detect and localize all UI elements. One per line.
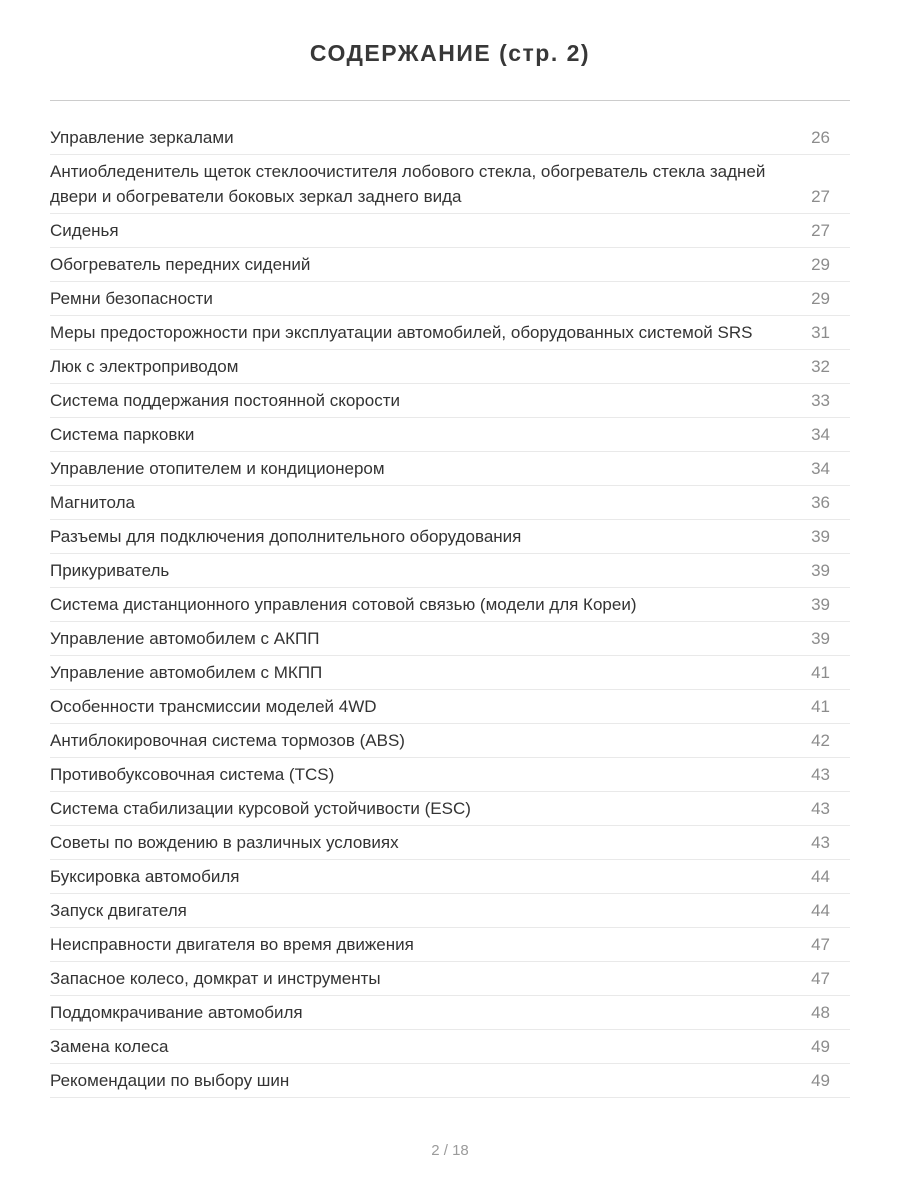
toc-entry (50, 996, 850, 1030)
toc-entry (50, 384, 850, 418)
toc-list (50, 121, 850, 1098)
page-number-indicator: 2 / 18 (431, 1142, 469, 1159)
toc-entry-label: Система парковки (50, 425, 195, 444)
toc-entry (50, 121, 850, 155)
toc-entry (50, 316, 850, 350)
toc-entry-label: Магнитола (50, 493, 135, 512)
toc-entry (50, 520, 850, 554)
toc-entry-label: Сиденья (50, 221, 119, 240)
toc-entry (50, 656, 850, 690)
toc-entry (50, 724, 850, 758)
toc-entry-page: 33 (811, 391, 830, 410)
toc-entry-label: Запасное колесо, домкрат и инструменты (50, 969, 381, 988)
toc-entry (50, 155, 850, 214)
toc-entry (50, 452, 850, 486)
toc-entry-label: Система дистанционного управления сотовой связью (модели для Кореи) (50, 595, 637, 614)
toc-entry-page: 43 (811, 799, 830, 818)
toc-entry-page: 41 (811, 663, 830, 682)
toc-entry-page: 43 (811, 765, 830, 784)
toc-entry-page: 34 (811, 459, 830, 478)
toc-entry (50, 214, 850, 248)
toc-entry-label: Особенности трансмиссии моделей 4WD (50, 697, 377, 716)
toc-entry-label: Люк с электроприводом (50, 357, 239, 376)
toc-entry (50, 1064, 850, 1098)
toc-entry-label: Управление отопителем и кондиционером (50, 459, 385, 478)
toc-entry (50, 588, 850, 622)
toc-entry (50, 962, 850, 996)
toc-entry-label: Антиблокировочная система тормозов (ABS) (50, 731, 405, 750)
toc-entry-page: 29 (811, 289, 830, 308)
toc-entry-page: 41 (811, 697, 830, 716)
toc-entry-page: 34 (811, 425, 830, 444)
toc-entry (50, 690, 850, 724)
toc-entry-page: 49 (811, 1037, 830, 1056)
toc-entry (50, 350, 850, 384)
toc-entry-page: 49 (811, 1071, 830, 1090)
toc-entry (50, 554, 850, 588)
toc-entry (50, 622, 850, 656)
toc-entry-page: 29 (811, 255, 830, 274)
toc-entry (50, 248, 850, 282)
toc-entry (50, 282, 850, 316)
toc-entry-label: Буксировка автомобиля (50, 867, 240, 886)
toc-entry-page: 39 (811, 629, 830, 648)
toc-entry-page: 27 (811, 187, 830, 206)
toc-entry (50, 894, 850, 928)
toc-entry-label: Обогреватель передних сидений (50, 255, 311, 274)
toc-entry-page: 36 (811, 493, 830, 512)
toc-entry-label: Управление автомобилем с МКПП (50, 663, 323, 682)
toc-entry (50, 486, 850, 520)
toc-entry-page: 27 (811, 221, 830, 240)
page-title: СОДЕРЖАНИЕ (стр. 2) (309, 40, 591, 66)
toc-entry (50, 928, 850, 962)
toc-entry-page: 42 (811, 731, 830, 750)
toc-entry (50, 860, 850, 894)
toc-entry-page: 44 (811, 867, 830, 886)
toc-entry-page: 39 (811, 561, 830, 580)
toc-entry-label: Советы по вождению в различных условиях (50, 833, 399, 852)
toc-entry-page: 39 (811, 527, 830, 546)
toc-entry-page: 26 (811, 128, 830, 147)
title-divider (50, 100, 850, 101)
toc-entry-label: Антиобледенитель щеток стеклоочистителя лобового стекла, обогреватель стекла задней двери и обогреватели боковых зеркал заднего вида (50, 162, 766, 206)
toc-entry (50, 826, 850, 860)
toc-entry-label: Система поддержания постоянной скорости (50, 391, 401, 410)
toc-entry-label: Неисправности двигателя во время движения (50, 935, 414, 954)
toc-entry-label: Управление зеркалами (50, 128, 234, 147)
toc-entry (50, 418, 850, 452)
toc-entry-page: 32 (811, 357, 830, 376)
toc-entry-page: 47 (811, 935, 830, 954)
toc-entry-label: Меры предосторожности при эксплуатации автомобилей, оборудованных системой SRS (50, 323, 753, 342)
toc-entry-page: 31 (811, 323, 830, 342)
toc-entry-page: 43 (811, 833, 830, 852)
toc-entry-label: Замена колеса (50, 1037, 169, 1056)
toc-entry-label: Управление автомобилем с АКПП (50, 629, 320, 648)
toc-entry-label: Рекомендации по выбору шин (50, 1071, 290, 1090)
toc-entry-label: Поддомкрачивание автомобиля (50, 1003, 303, 1022)
toc-entry-label: Противобуксовочная система (TCS) (50, 765, 335, 784)
toc-entry-label: Разъемы для подключения дополнительного оборудования (50, 527, 522, 546)
toc-entry (50, 792, 850, 826)
toc-entry-label: Ремни безопасности (50, 289, 213, 308)
toc-entry-label: Запуск двигателя (50, 901, 187, 920)
toc-entry-page: 48 (811, 1003, 830, 1022)
toc-entry-label: Прикуриватель (50, 561, 170, 580)
toc-entry (50, 1030, 850, 1064)
toc-entry (50, 758, 850, 792)
toc-entry-page: 44 (811, 901, 830, 920)
toc-entry-page: 39 (811, 595, 830, 614)
toc-entry-page: 47 (811, 969, 830, 988)
toc-entry-label: Система стабилизации курсовой устойчивости (ESC) (50, 799, 471, 818)
